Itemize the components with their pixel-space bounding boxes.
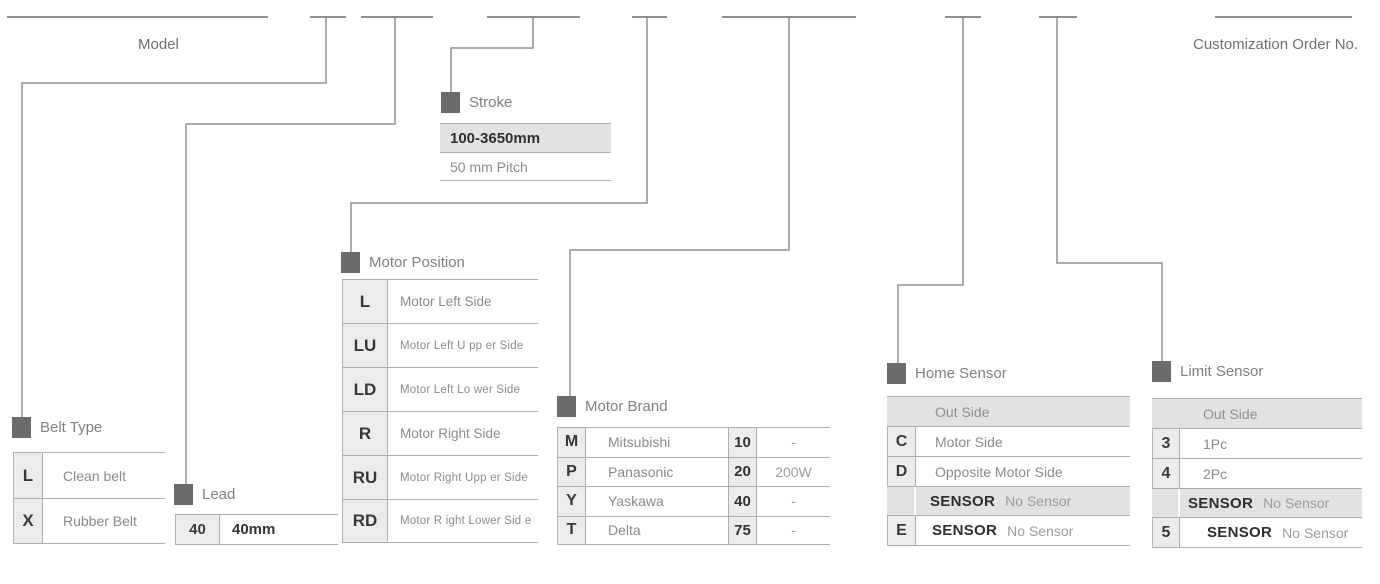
row-desc: 2Pc	[1203, 465, 1228, 482]
table-row	[887, 515, 1130, 546]
sensor-label: SENSOR	[932, 522, 998, 539]
no-sensor-label: No Sensor	[1007, 522, 1074, 539]
limit-sensor-section-header	[1152, 361, 1263, 382]
table-header-row	[887, 396, 1130, 426]
customization-order-label: Customization Order No.	[1193, 36, 1359, 53]
table-row	[342, 367, 538, 411]
row-key: D	[887, 457, 916, 486]
connector-belt-type	[22, 17, 326, 418]
table-row	[13, 498, 165, 544]
row-key: 3	[1152, 429, 1180, 458]
out-side-header: Out Side	[1152, 399, 1362, 428]
no-sensor-cell	[916, 487, 1130, 515]
row-desc	[1180, 518, 1348, 547]
motor-brand-table	[557, 427, 830, 545]
belt-type-title: Belt Type	[40, 419, 103, 436]
brand-name: Mitsubishi	[608, 434, 671, 451]
home-sensor-table	[887, 396, 1130, 546]
row-desc: Motor Side	[935, 433, 1003, 450]
row-key: L	[342, 280, 388, 323]
row-desc	[916, 516, 1073, 545]
brand-name: Panasonic	[608, 463, 674, 480]
square-marker-icon	[557, 396, 576, 417]
square-marker-icon	[341, 252, 360, 273]
belt-type-table	[13, 452, 165, 544]
row-key: RD	[342, 500, 388, 542]
brand-name: Yaskawa	[608, 493, 664, 510]
row-key: X	[13, 499, 43, 543]
connector-home-sensor	[898, 17, 963, 364]
row-key: 4	[1152, 459, 1180, 488]
model-label: Model	[138, 36, 179, 53]
wattage: -	[791, 434, 796, 451]
wattage: -	[791, 493, 796, 510]
connector-stroke	[451, 17, 533, 93]
stroke-section-header	[441, 92, 512, 113]
row-desc: Opposite Motor Side	[935, 463, 1063, 480]
row-desc: Rubber Belt	[63, 513, 137, 529]
power-code: 40	[728, 487, 757, 516]
no-sensor-label: No Sensor	[1282, 524, 1349, 541]
row-desc: Clean belt	[63, 467, 127, 484]
empty-key-cell	[1152, 489, 1180, 517]
limit-sensor-table	[1152, 398, 1362, 548]
table-row	[557, 457, 830, 487]
table-row	[557, 516, 830, 546]
square-marker-icon	[1152, 361, 1171, 382]
home-sensor-section-header	[887, 363, 1007, 384]
row-key: L	[13, 453, 43, 498]
connector-limit-sensor	[1057, 17, 1162, 362]
home-sensor-title: Home Sensor	[915, 365, 1007, 382]
table-row	[13, 452, 165, 498]
table-header-row	[1152, 398, 1362, 428]
no-sensor-cell	[1180, 489, 1362, 517]
row-key: LD	[342, 368, 388, 411]
no-sensor-label: No Sensor	[1005, 493, 1072, 509]
power-code: 75	[728, 517, 757, 545]
motor-position-title: Motor Position	[369, 254, 465, 271]
row-key: M	[557, 428, 586, 457]
row-key: E	[887, 516, 916, 545]
row-desc: 40mm	[232, 521, 276, 538]
row-key: LU	[342, 324, 388, 367]
row-desc: Motor Left Side	[400, 294, 492, 309]
row-desc: Motor Right Side	[400, 426, 501, 441]
stroke-range-row	[440, 123, 611, 152]
empty-key-cell	[887, 487, 916, 515]
table-row	[342, 411, 538, 455]
out-side-header: Out Side	[887, 397, 1130, 426]
limit-sensor-title: Limit Sensor	[1180, 363, 1264, 380]
lead-section-header	[174, 484, 235, 505]
square-marker-icon	[12, 417, 31, 438]
sensor-label: SENSOR	[1207, 524, 1273, 541]
table-row	[175, 514, 338, 545]
power-code: 20	[728, 458, 757, 487]
stroke-title: Stroke	[469, 94, 513, 111]
connector-motor-brand	[570, 17, 789, 397]
row-key: P	[557, 458, 586, 487]
brand-name: Delta	[608, 522, 641, 539]
table-row	[1152, 517, 1362, 548]
row-desc: Motor Left Lo wer Side	[400, 383, 521, 396]
row-desc: Motor Right Upp er Side	[400, 471, 528, 484]
row-desc: Motor Left U pp er Side	[400, 339, 524, 352]
row-desc: 1Pc	[1203, 435, 1228, 452]
stroke-range: 100-3650mm	[450, 129, 541, 147]
row-key: T	[557, 517, 586, 545]
row-key: RU	[342, 456, 388, 499]
motor-position-section-header	[341, 252, 465, 273]
row-desc: Motor R ight Lower Sid e	[400, 515, 532, 527]
power-code: 10	[728, 428, 757, 457]
square-marker-icon	[887, 363, 906, 384]
table-row	[557, 486, 830, 516]
table-row	[557, 427, 830, 457]
lead-title: Lead	[202, 486, 236, 503]
wattage: -	[791, 522, 796, 539]
motor-brand-section-header	[557, 396, 668, 417]
square-marker-icon	[441, 92, 460, 113]
square-marker-icon	[174, 484, 193, 505]
table-row	[1152, 458, 1362, 488]
belt-type-section-header	[12, 417, 102, 438]
stroke-pitch: 50 mm Pitch	[450, 158, 528, 175]
row-key: 40	[175, 515, 220, 544]
sensor-label: SENSOR	[930, 492, 996, 510]
row-key: Y	[557, 487, 586, 516]
lead-table	[175, 514, 338, 545]
sensor-label: SENSOR	[1188, 494, 1254, 512]
stroke-pitch-row	[440, 152, 611, 181]
row-key: 5	[1152, 518, 1180, 547]
table-row	[1152, 428, 1362, 458]
stroke-table	[440, 123, 611, 181]
table-row	[887, 426, 1130, 456]
row-key: R	[342, 412, 388, 455]
no-sensor-label: No Sensor	[1263, 495, 1330, 511]
motor-brand-title: Motor Brand	[585, 398, 668, 415]
table-row	[342, 279, 538, 323]
table-row	[342, 499, 538, 543]
table-row	[887, 456, 1130, 486]
table-row	[342, 455, 538, 499]
no-sensor-row	[1152, 488, 1362, 517]
wattage: 200W	[775, 463, 812, 480]
no-sensor-row	[887, 486, 1130, 515]
row-key: C	[887, 427, 916, 456]
table-row	[342, 323, 538, 367]
motor-position-table	[342, 279, 538, 543]
